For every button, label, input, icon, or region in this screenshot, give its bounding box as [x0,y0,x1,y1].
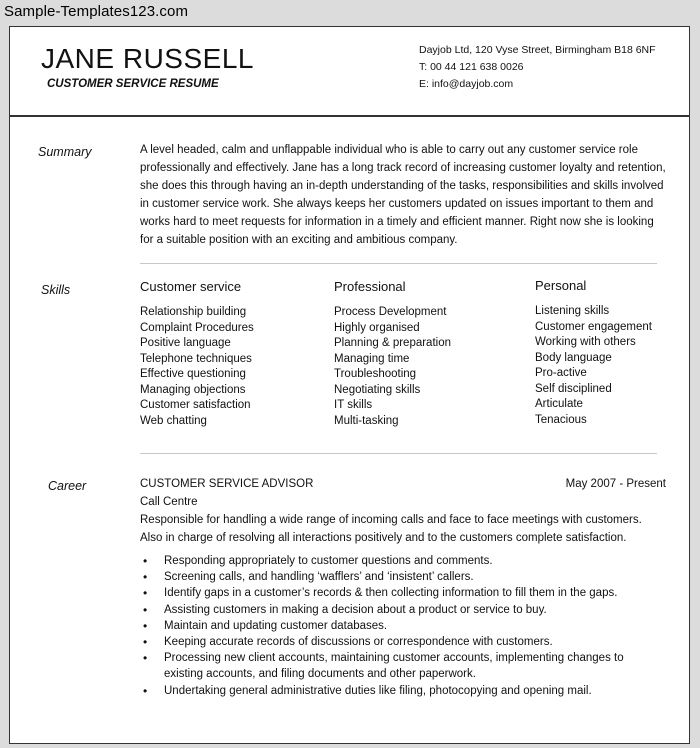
skill-item: Positive language [140,337,231,349]
skill-item: Relationship building [140,306,247,318]
resume-page [9,26,690,744]
skill-item: Working with others [535,336,636,348]
header-divider [10,115,689,117]
skill-item: Body language [535,351,612,364]
skill-item: Tenacious [535,413,587,426]
skill-item: Customer satisfaction [140,399,251,411]
list-item: • Keeping accurate records of discussions or correspondence with customers. [162,634,660,650]
contact-address: Dayjob Ltd, 120 Vyse Street, Birmingham B18 6NF [419,44,656,56]
skills-column-heading: Customer service [140,279,242,294]
summary-text: A level headed, calm and unflappable individual who is able to carry out any customer service role professionally and effectively. Jane has a long track record of increasing customer loyalty and retention, she does this through having an in-depth understanding of the tasks, responsibilities and skills involved in customer service work. She always keeps her customers updated on issues important to them and works hard to meet requests for information in a timely and efficient manner. Right now she is looking for a suitable position with an exciting and ambitious company. [140,144,666,246]
summary-divider [140,263,657,264]
skill-item: Customer engagement [535,320,652,333]
career-description: Responsible for handling a wide range of incoming calls and face to face meetings with customers. Also in charge of resolving all interactions positively and to the customers complete satisfaction. [140,514,642,544]
skill-item: Self disciplined [535,382,612,395]
skill-item: Web chatting [140,414,207,427]
career-label: Career [48,479,87,493]
list-item: • Undertaking general administrative duties like filing, photocopying and opening mail. [162,683,660,699]
skills-column-heading: Personal [535,278,587,293]
skill-item: Effective questioning [140,368,246,380]
list-item: • Assisting customers in making a decision about a product or service to buy. [162,602,660,618]
skill-item: Highly organised [334,321,420,334]
career-company: Call Centre [140,496,198,508]
skill-item: Listening skills [535,305,610,317]
skills-column-heading: Professional [334,279,406,294]
skill-item: Managing objections [140,383,246,396]
skill-item: Planning & preparation [334,337,451,349]
skill-item: Multi-tasking [334,414,399,427]
skills-column-personal [535,278,652,428]
skill-item: Telephone techniques [140,352,252,365]
watermark-text: Sample-Templates123.com [4,3,189,20]
resume-subtitle: CUSTOMER SERVICE RESUME [47,78,219,90]
skill-item: IT skills [334,399,373,411]
skill-item: Managing time [334,352,410,365]
list-item: • Responding appropriately to customer questions and comments. [162,553,660,569]
career-duties-list [140,553,660,699]
skills-column-professional [334,279,451,429]
candidate-name: JANE RUSSELL [41,43,254,74]
skill-item: Troubleshooting [334,368,417,380]
career-role-line [140,475,666,493]
contact-email: E: info@dayjob.com [419,78,514,90]
skill-item: Pro-active [535,367,587,379]
list-item: • Screening calls, and handling ‘wafflers’ and ‘insistent’ callers. [162,569,660,585]
skills-column-customer-service [140,279,254,429]
list-item: • Processing new client accounts, maintaining customer accounts, implementing changes to existing accounts, and filing documents and other paperwork. [162,650,660,682]
summary-label: Summary [38,145,92,159]
career-section [140,475,666,699]
skills-divider [140,453,657,454]
contact-phone: T: 00 44 121 638 0026 [419,61,524,73]
skills-label: Skills [41,283,71,297]
skill-item: Complaint Procedures [140,321,254,334]
skill-item: Negotiating skills [334,383,421,396]
career-dates: May 2007 - Present [565,478,666,490]
list-item: • Maintain and updating customer databases. [162,618,660,634]
skill-item: Process Development [334,306,447,318]
contact-block [419,42,656,93]
list-item: • Identify gaps in a customer’s records & then collecting information to fill them in the gaps. [162,585,660,601]
skill-item: Articulate [535,398,583,410]
career-role-title: CUSTOMER SERVICE ADVISOR [140,478,314,490]
